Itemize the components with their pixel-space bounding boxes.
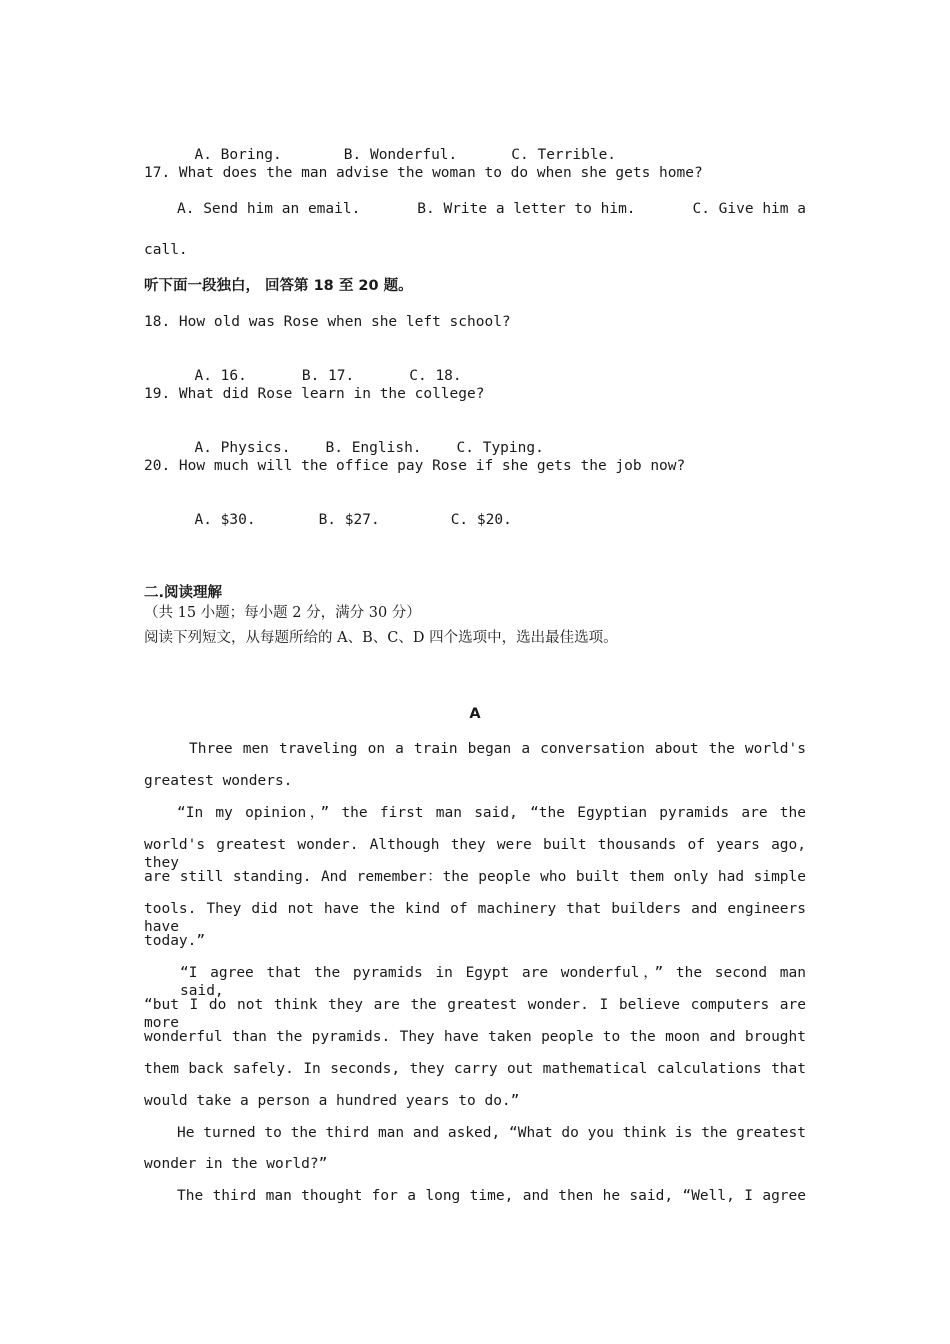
- q18-options: [177, 349, 462, 385]
- q20-options: [177, 493, 512, 529]
- passage-line: “In my opinion，” the first man said, “the Egyptian pyramids are the: [177, 805, 806, 821]
- q20-question: 20. How much will the office pay Rose if she gets the job now?: [144, 458, 686, 474]
- q16-option-c: C. Terrible.: [511, 147, 617, 163]
- section-title: 二.阅读理解: [144, 585, 223, 601]
- passage-line: “I agree that the pyramids in Egypt are wonderful，” the second man said,: [180, 965, 806, 999]
- passage-line: wonderful than the pyramids. They have taken people to the moon and brought: [144, 1029, 806, 1045]
- section-scoring: （共 15 小题；每小题 2 分，满分 30 分）: [144, 605, 421, 621]
- passage-line: wonder in the world?”: [144, 1156, 328, 1172]
- q20-option-a: A. $30.: [194, 512, 256, 528]
- q20-option-c: C. $20.: [450, 512, 512, 528]
- q20-option-b: B. $27.: [318, 512, 380, 528]
- passage-line: tools. They did not have the kind of machinery that builders and engineers have: [144, 901, 806, 935]
- q19-question: 19. What did Rose learn in the college?: [144, 386, 485, 402]
- q19-option-c: C. Typing.: [456, 440, 544, 456]
- q16-option-a: A. Boring.: [194, 147, 282, 163]
- q17-option-a: A. Send him an email.: [177, 201, 361, 217]
- passage-line: He turned to the third man and asked, “What do you think is the greatest: [177, 1125, 806, 1141]
- q18-option-b: B. 17.: [301, 368, 355, 384]
- monologue-instruction: 听下面一段独白， 回答第 18 至 20 题。: [144, 278, 413, 294]
- q17-options: [177, 200, 806, 218]
- passage-label: A: [469, 706, 481, 722]
- q17-question: 17. What does the man advise the woman to do when she gets home?: [144, 165, 703, 181]
- q18-option-a: A. 16.: [194, 368, 247, 384]
- passage-line: “but I do not think they are the greatest wonder. I believe computers are more: [144, 997, 806, 1031]
- passage-line: greatest wonders.: [144, 773, 293, 789]
- q19-option-b: B. English.: [325, 440, 422, 456]
- q18-question: 18. How old was Rose when she left school?: [144, 314, 511, 330]
- passage-line: today.”: [144, 933, 206, 949]
- q16-option-b: B. Wonderful.: [343, 147, 458, 163]
- q19-option-a: A. Physics.: [194, 440, 291, 456]
- q17-continuation: call.: [144, 242, 188, 258]
- section-instruction: 阅读下列短文，从每题所给的 A、B、C、D 四个选项中，选出最佳选项。: [144, 630, 618, 646]
- passage-line: Three men traveling on a train began a conversation about the world's: [189, 741, 806, 757]
- q17-option-b: B. Write a letter to him.: [417, 201, 636, 217]
- passage-line: world's greatest wonder. Although they were built thousands of years ago, they: [144, 837, 806, 871]
- q18-option-c: C. 18.: [409, 368, 462, 384]
- q19-options: [177, 421, 544, 457]
- passage-line: would take a person a hundred years to do.”: [144, 1093, 520, 1109]
- passage-line: them back safely. In seconds, they carry out mathematical calculations that: [144, 1061, 806, 1077]
- passage-line: The third man thought for a long time, and then he said, “Well, I agree: [177, 1188, 806, 1204]
- q17-option-c: C. Give him a: [692, 201, 806, 217]
- q16-options: [177, 128, 616, 164]
- passage-line: are still standing. And remember：the people who built them only had simple: [144, 869, 806, 885]
